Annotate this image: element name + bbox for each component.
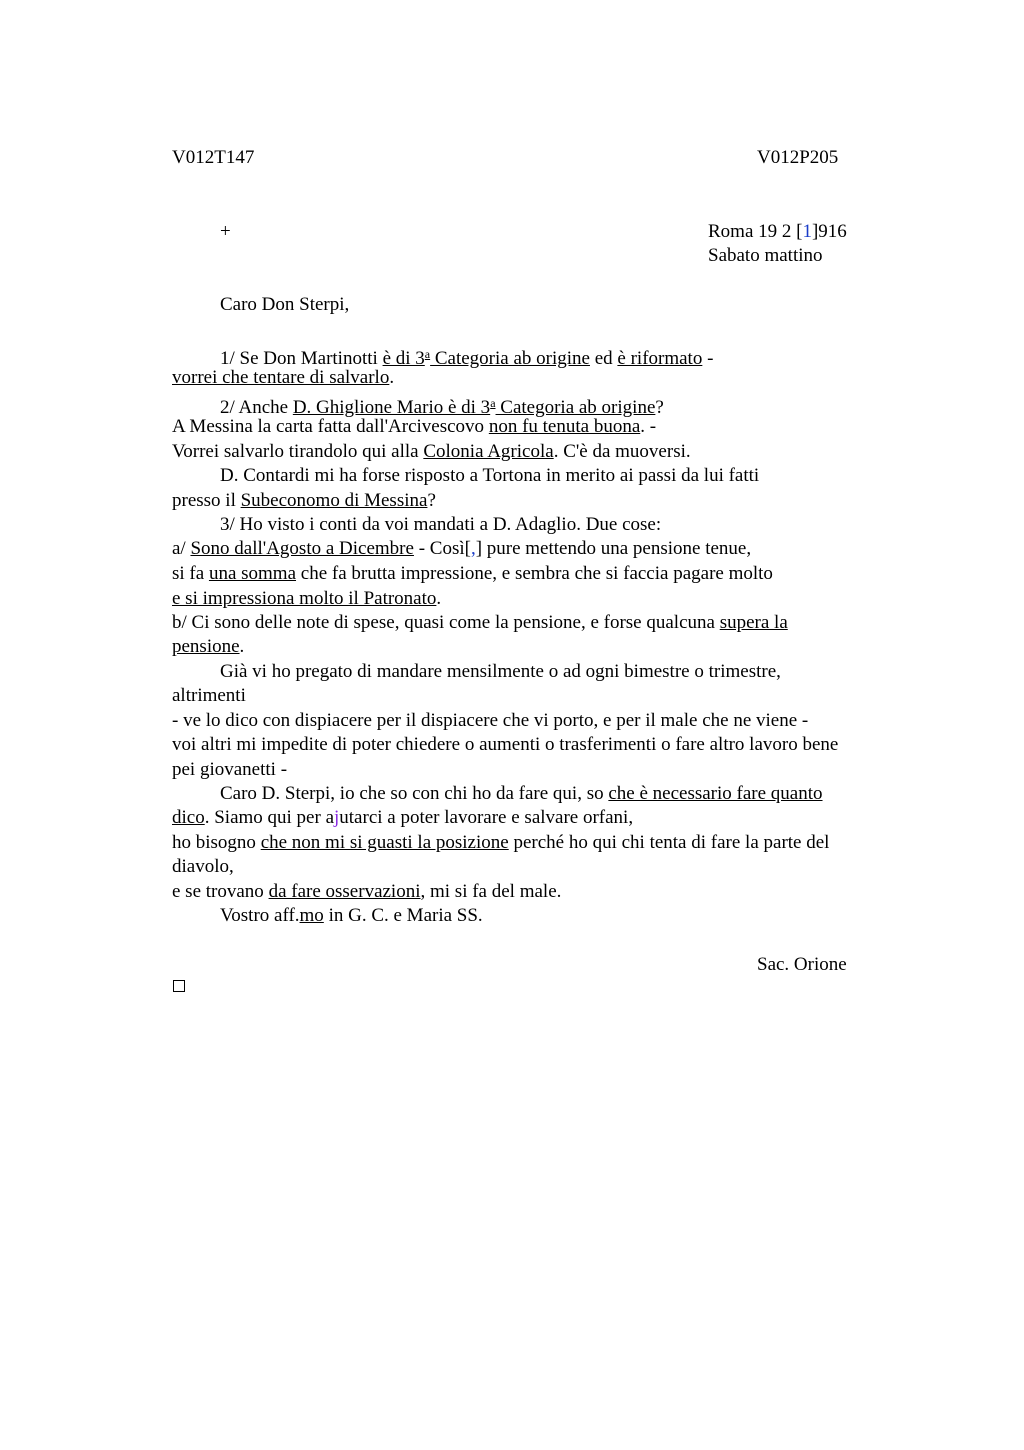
date-editorial-digit: 1 [802,221,812,242]
date-post: ]916 [811,221,847,242]
text-run: . [239,636,245,657]
body-line [172,366,394,390]
text-run: presso il [172,490,241,511]
editorial-comma: , [470,538,476,559]
text-run: che fa brutta impressione, e sembra che si faccia pagare molto [296,563,773,584]
body-line: - ve lo dico con dispiacere per il dispiacere che vi porto, e per il male che ne viene - [172,710,809,731]
body-line: diavolo, [172,856,234,877]
letter-date [708,220,847,244]
underlined-run: da fare osservazioni [268,881,421,902]
text-run: ? [655,397,664,418]
letter-day: Sabato mattino [708,245,823,266]
body-line: pei giovanetti - [172,759,288,780]
text-run: a/ [172,538,191,559]
text-run: e se trovano [172,881,269,902]
underlined-run: non fu tenuta buona [488,416,641,437]
body-line [172,562,773,586]
text-run: ed [589,348,618,369]
text-run: b/ Ci sono delle note di spese, quasi come la pensione, e forse qualcuna [172,612,720,633]
body-line [172,587,441,611]
text-run: . Siamo qui per a [204,807,334,828]
underlined-run: che è necessario fare quanto [608,783,823,804]
underlined-run: è riformato [617,348,703,369]
text-run: Vorrei salvarlo tirandolo qui alla [172,441,424,462]
underlined-run: supera la [719,612,788,633]
superscript: a [490,396,496,410]
underlined-run: è di 3 [382,348,425,369]
body-line [172,489,436,513]
superscript: a [424,347,431,361]
salutation: Caro Don Sterpi, [220,294,350,315]
text-run: A Messina la carta fatta dall'Arcivescovo [172,416,489,437]
text-run: . - [640,416,657,437]
text-run: ho bisogno [172,832,261,853]
text-run: perché ho qui chi tenta di fare la parte del [508,832,830,853]
body-line: 3/ Ho visto i conti da voi mandati a D. Adaglio. Due cose: [220,514,662,535]
body-line: Già vi ho pregato di mandare mensilmente o ad ogni bimestre o trimestre, [220,661,781,682]
text-run: si fa [172,563,209,584]
underlined-run: Colonia Agricola [423,441,554,462]
underlined-run: mo [299,905,324,926]
text-run: ] pure mettendo una pensione tenue, [475,538,752,559]
body-line [172,831,829,855]
cross-mark: + [220,221,231,242]
body-line: voi altri mi impedite di poter chiedere o aumenti o trasferimenti o fare altro lavoro bene [172,734,839,755]
body-line [172,806,633,830]
text-run: 2/ Anche [220,397,293,418]
body-line [172,611,788,635]
body-line [172,415,656,439]
body-line [172,880,561,904]
text-run: - [702,348,714,369]
left-reference-code: V012T147 [172,147,255,168]
text-run: . [436,588,442,609]
body-line [172,440,691,464]
text-run: ? [427,490,436,511]
body-line: D. Contardi mi ha forse risposto a Tortona in merito ai passi da lui fatti [220,465,760,486]
text-run: utarci a poter lavorare e salvare orfani, [339,807,634,828]
closing-line [220,904,483,928]
body-line [220,782,823,806]
underlined-run: e si impressiona molto il Patronato [172,588,437,609]
underlined-run: vorrei che tentare di salvarlo [172,367,390,388]
body-line: altrimenti [172,685,246,706]
underlined-run: una somma [208,563,297,584]
text-run: in G. C. e Maria SS. [323,905,483,926]
underlined-run: Categoria ab origine [495,397,656,418]
body-line [172,635,244,659]
right-reference-code: V012P205 [757,147,839,168]
checkbox-icon[interactable] [173,980,185,992]
text-run: - Così[ [413,538,471,559]
text-run: , mi si fa del male. [420,881,562,902]
underlined-run: dico [172,807,205,828]
text-run: Caro D. Sterpi, io che so con chi ho da fare qui, so [220,783,609,804]
underlined-run: Subeconomo di Messina [240,490,428,511]
underlined-run: D. Ghiglione Mario è di 3 [292,397,491,418]
underlined-run: Categoria ab origine [430,348,590,369]
text-run: . C'è da muoversi. [553,441,691,462]
signature: Sac. Orione [757,954,847,975]
underlined-run: pensione [172,636,240,657]
text-run: . [389,367,395,388]
underlined-run: che non mi si guasti la posizione [260,832,509,853]
editorial-letter: j [334,807,340,828]
text-run: Vostro aff. [220,905,300,926]
underlined-run: Sono dall'Agosto a Dicembre [190,538,414,559]
date-pre: Roma 19 2 [ [708,221,803,242]
text-run: 1/ Se Don Martinotti [220,348,383,369]
body-line [172,537,751,561]
